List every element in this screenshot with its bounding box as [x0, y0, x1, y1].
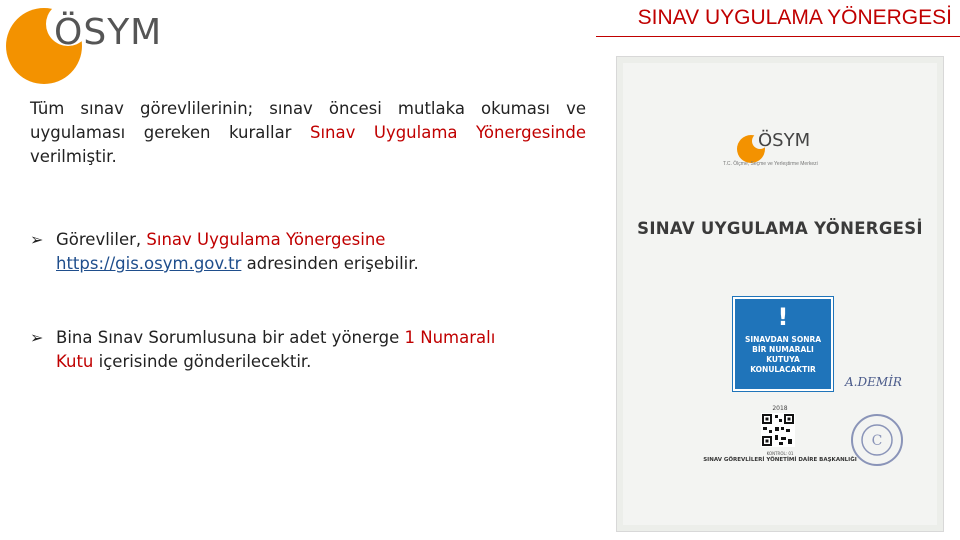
page-title: SINAV UYGULAMA YÖNERGESİ	[637, 6, 952, 29]
title-underline	[596, 36, 960, 37]
signature: A.DEMİR	[845, 375, 902, 389]
gis-link[interactable]: https://gis.osym.gov.tr	[56, 254, 242, 273]
warning-sign-text	[739, 335, 827, 375]
intro-paragraph	[30, 97, 586, 169]
bullet-2-prefix: Bina Sınav Sorumlusuna bir adet yönerge	[56, 328, 405, 347]
bullet-1-prefix: Görevliler,	[56, 230, 147, 249]
document-footer-small: KONTROL: 01	[766, 451, 794, 456]
arrow-bullet-icon: ➢	[30, 328, 44, 347]
bullet-2-suffix: içerisinde gönderilecektir.	[93, 352, 312, 371]
document-title: SINAV UYGULAMA YÖNERGESİ	[637, 219, 923, 238]
bullet-1-suffix: adresinden erişebilir.	[241, 254, 419, 273]
bullet-1-highlight: Sınav Uygulama Yönergesine	[146, 230, 386, 249]
bullet-2-highlight-1: 1 Numaralı	[404, 328, 496, 347]
qr-code-icon	[761, 413, 795, 447]
arrow-bullet-icon: ➢	[30, 230, 44, 249]
svg-text:C: C	[871, 433, 883, 449]
intro-text-1: Tüm sınav görevlilerinin; sınav öncesi mutlaka okuması ve uygulaması gereken kurallar	[30, 99, 586, 142]
document-logo-text: ÖSYM	[758, 130, 811, 151]
document-subtitle: T.C. Ölçme, Seçme ve Yerleştirme Merkezi	[723, 161, 818, 167]
sign-line-3: KUTUYA	[766, 355, 800, 364]
bullet-item-2	[30, 326, 590, 374]
document-year: 2018	[772, 405, 788, 412]
intro-text-2: verilmiştir.	[30, 147, 117, 166]
sign-line-2: BİR NUMARALI	[752, 345, 814, 354]
bullet-2-highlight-2: Kutu	[56, 352, 94, 371]
bullet-item-1	[30, 228, 590, 276]
warning-sign	[733, 297, 833, 391]
sign-line-4: KONULACAKTIR	[750, 365, 816, 374]
osym-logo	[4, 4, 174, 86]
intro-highlight: Sınav Uygulama Yönergesinde	[309, 123, 586, 142]
document-cover-image	[616, 56, 944, 532]
document-footer: SINAV GÖREVLİLERİ YÖNETİMİ DAİRE BAŞKANLIĞI	[703, 457, 857, 463]
logo-text: ÖSYM	[54, 12, 163, 53]
sign-line-1: SINAVDAN SONRA	[744, 335, 822, 344]
exclamation-icon: !	[777, 303, 789, 331]
